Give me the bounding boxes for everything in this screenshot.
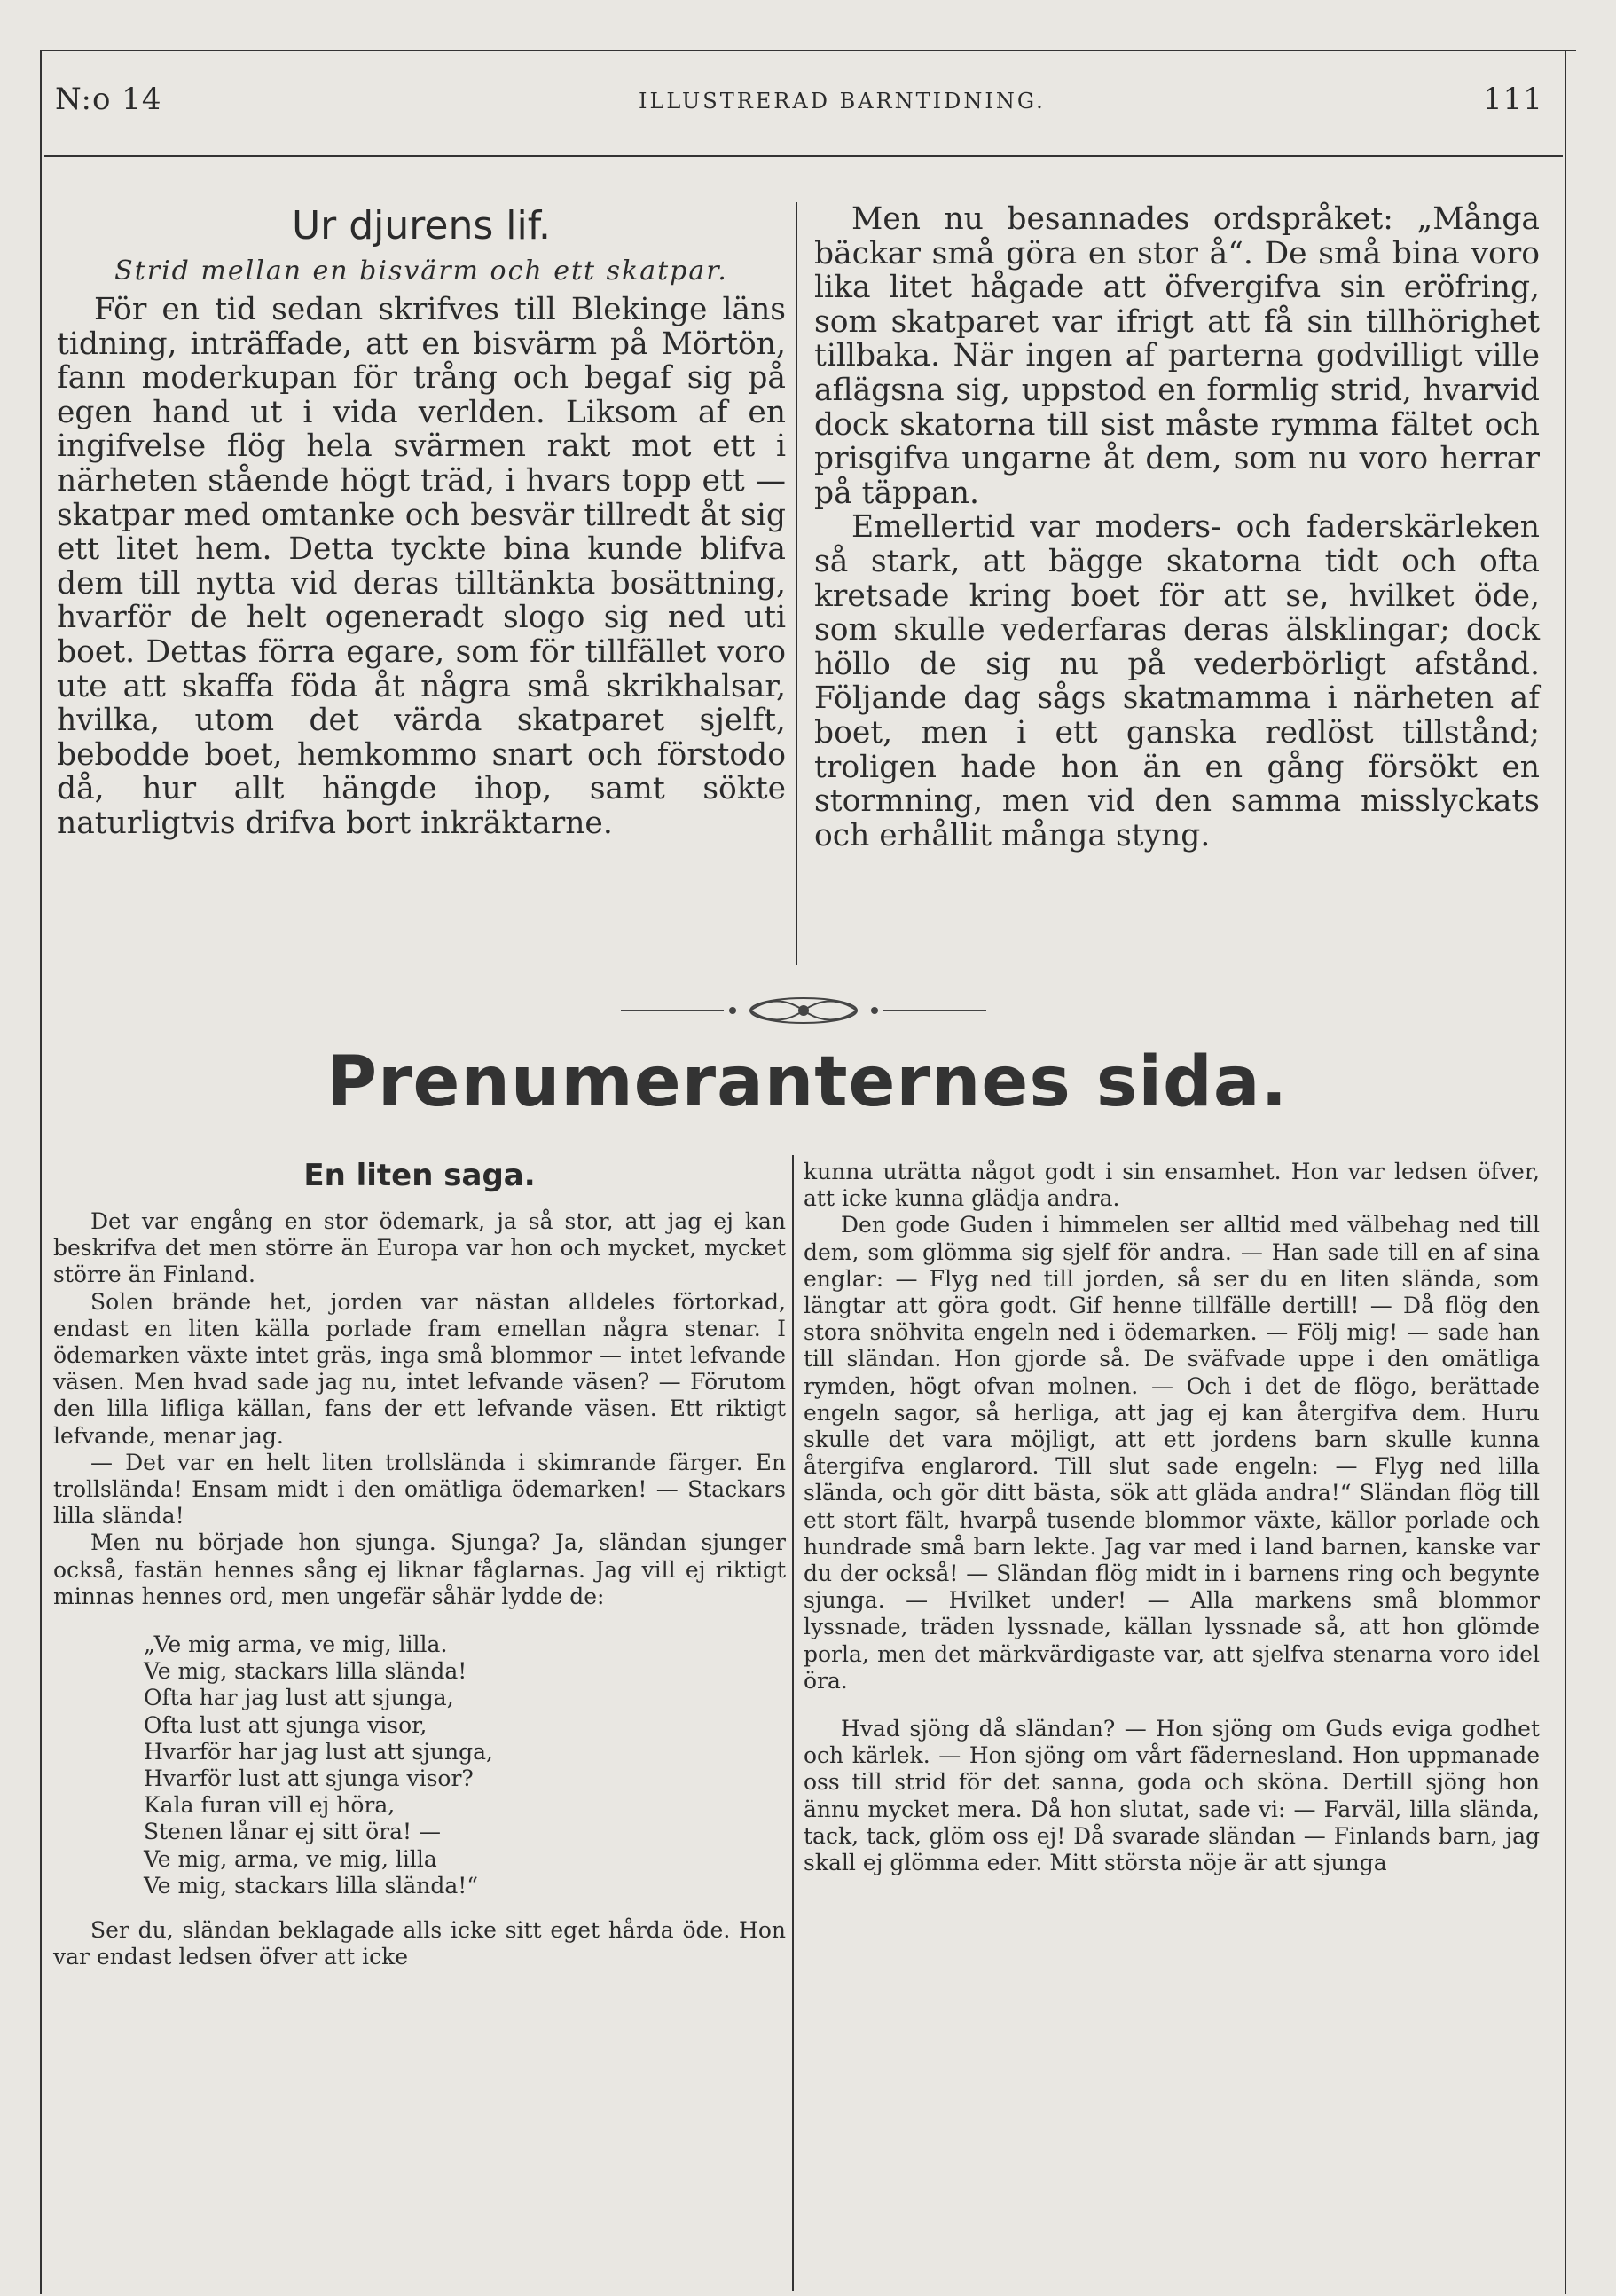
story-paragraph: Hvad sjöng då sländan? — Hon sjöng om Guds eviga godhet och kärlek. — Hon sjöng om vårt fädernesland. Hon uppmanade oss till strid för det sanna, goda och sköna. Dertill sjöng hon ännu mycket mera. Då hon slutat, sade vi: — Farväl, lilla slända, tack, tack, glöm oss ej! Då svarade sländan — Finlands barn, jag skall ej glömma eder. Mitt största nöje är att sjunga [804, 1716, 1540, 1876]
section-title: Prenumeranternes sida. [326, 1042, 1289, 1122]
article2-left-column [53, 1153, 786, 1970]
article1-paragraph: Men nu besannades ordspråket: „Många bäckar små göra en stor å“. De små bina voro lika litet hågade att öfvergifva sin eröfring, som skatparet var ifrigt att få sin tillhörighet tillbaka. När ingen af parterna godvilligt ville aflägsna sig, uppstod en formlig strid, hvarvid dock skatorna till sist måste rymma fältet och prisgifva ungarne åt dem, som nu voro herrar på täppan. [814, 201, 1540, 511]
article2-title: En liten saga. [303, 1158, 536, 1193]
top-border [40, 50, 1576, 51]
song-verse [144, 1632, 786, 1899]
verse-line: Ofta lust att sjunga visor, [144, 1711, 428, 1738]
verse-line: Ofta har jag lust att sjunga, [144, 1685, 454, 1711]
article1-right-column [814, 202, 1540, 853]
article2-right-column [804, 1159, 1540, 1876]
story-paragraph: Solen brände het, jorden var nästan alldeles förtorkad, endast en liten källa porlade fram emellan några stenar. I ödemarken växte intet gräs, inga små blommor — intet lefvande väsen. Men hvad sade jag nu, intet lefvande väsen? — Förutom den lilla lifliga källan, fans der ett lefvande väsen. Ett riktigt lefvande, menar jag. [53, 1288, 786, 1449]
article1-paragraph: Emellertid var moders- och faderskärleken så stark, att bägge skatorna tidt och ofta kretsade kring boet för att se, hvilket öde, som skulle vederfaras deras älsklingar; dock höllo de sig nu på vederbörligt afstånd. Följande dag sågs skatmamma i närheten af boet, men i ett ganska redlöst tillstånd; troligen hade hon än en gång försökt en stormning, men vid den samma misslyckats och erhållit många styng. [814, 509, 1540, 853]
page-number: 111 [1483, 82, 1543, 117]
story-paragraph: Ser du, sländan beklagade alls icke sitt eget hårda öde. Hon var endast ledsen öfver att icke [53, 1917, 786, 1970]
verse-line: „Ve mig arma, ve mig, lilla. [144, 1632, 448, 1658]
article1-left-column [57, 202, 786, 841]
article1-subtitle: Strid mellan en bisvärm och ett skatpar. [114, 256, 728, 287]
verse-line: Hvarför lust att sjunga visor? [144, 1765, 474, 1792]
story-paragraph: — Det var en helt liten trollslända i skimrande färger. En trollslända! Ensam midt i den omätliga ödemarken! — Stackars lilla slända! [53, 1449, 786, 1529]
column-divider-top [796, 202, 797, 965]
verse-line: Ve mig, stackars lilla slända! [144, 1658, 467, 1685]
verse-line: Kala furan vill ej höra, [144, 1792, 396, 1819]
verse-line: Ve mig, arma, ve mig, lilla [144, 1845, 437, 1872]
issue-number: N:o 14 [55, 82, 162, 117]
story-paragraph: kunna uträtta något godt i sin ensamhet. Hon var ledsen öfver, att icke kunna glädja andra. [804, 1159, 1540, 1212]
publication-title: ILLUSTRERAD BARNTIDNING. [639, 89, 1046, 114]
story-paragraph: Den gode Guden i himmelen ser alltid med välbehag ned till dem, som glömma sig sjelf för andra. — Han sade till en af sina englar: — Flyg ned till jorden, så ser du en liten slända, som längtar att göra godt. Gif henne tillfälle dertill! — Då flög den stora snöhvita engeln ned i ödemarken. — Följ mig! — sade han till sländan. Hon gjorde så. De sväfvade uppe i den omätliga rymden, högt ofvan molnen. — Och i det de flögo, berättade engeln sagor, så herliga, att jag ej kan återgifva dem. Huru skulle det vara möjligt, att ett jordens barn skulle kunna återgifva englarord. Till slut sade engeln: — Flyg ned lilla slända, och gör ditt bästa, sök att gläda andra!“ Sländan flög till ett stort fält, hvarpå tusende blommor växte, källor porlade och hundrade små barn lekte. Jag var med i land barnen, kanske var du der också! — Sländan flög midt in i barnens ring och begynte sjunga. — Hvilket under! — Alla markens små blommor lyssnade, träden lyssnade, källan lyssnade så, att hon glömde porla, men det märkvärdigaste var, att sjelfva stenarna voro idel öra. [804, 1212, 1540, 1694]
article1-title: Ur djurens lif. [291, 203, 552, 248]
right-border [1565, 50, 1566, 2294]
left-border [40, 50, 42, 2294]
decorative-ornament [617, 990, 990, 1031]
verse-line: Stenen lånar ej sitt öra! — [144, 1819, 441, 1845]
story-paragraph: Det var engång en stor ödemark, ja så stor, att jag ej kan beskrifva det men större än Europa var hon och mycket, mycket större än Finland. [53, 1208, 786, 1288]
article1-paragraph: För en tid sedan skrifves till Blekinge läns tidning, inträffade, att en bisvärm på Mörtön, fann moderkupan för trång och begaf sig på egen hand ut i vida verlden. Liksom af en ingifvelse flög hela svärmen rakt mot ett i närheten stående högt träd, i hvars topp ett — skatpar med omtanke och besvär tillredt åt sig ett litet hem. Detta tyckte bina kunde blifva dem till nytta vid deras tilltänkta bosättning, hvarför de helt ogeneradt slogo sig ned uti boet. Dettas förra egare, som för tillfället voro ute att skaffa föda åt några små skrikhalsar, hvilka, utom det värda skatparet sjelft, bebodde boet, hemkommo snart och förstodo då, hur allt hängde ihop, samt sökte naturligtvis drifva bort inkräktarne. [57, 292, 786, 841]
verse-line: Hvarför har jag lust att sjunga, [144, 1738, 493, 1765]
verse-line: Ve mig, stackars lilla slända!“ [144, 1872, 479, 1899]
story-paragraph: Men nu började hon sjunga. Sjunga? Ja, sländan sjunger också, fastän hennes sång ej liknar fåglarnas. Jag vill ej riktigt minnas hennes ord, men ungefär såhär lydde de: [53, 1529, 786, 1609]
column-divider-bottom [792, 1155, 794, 2291]
header-rule [44, 155, 1563, 157]
